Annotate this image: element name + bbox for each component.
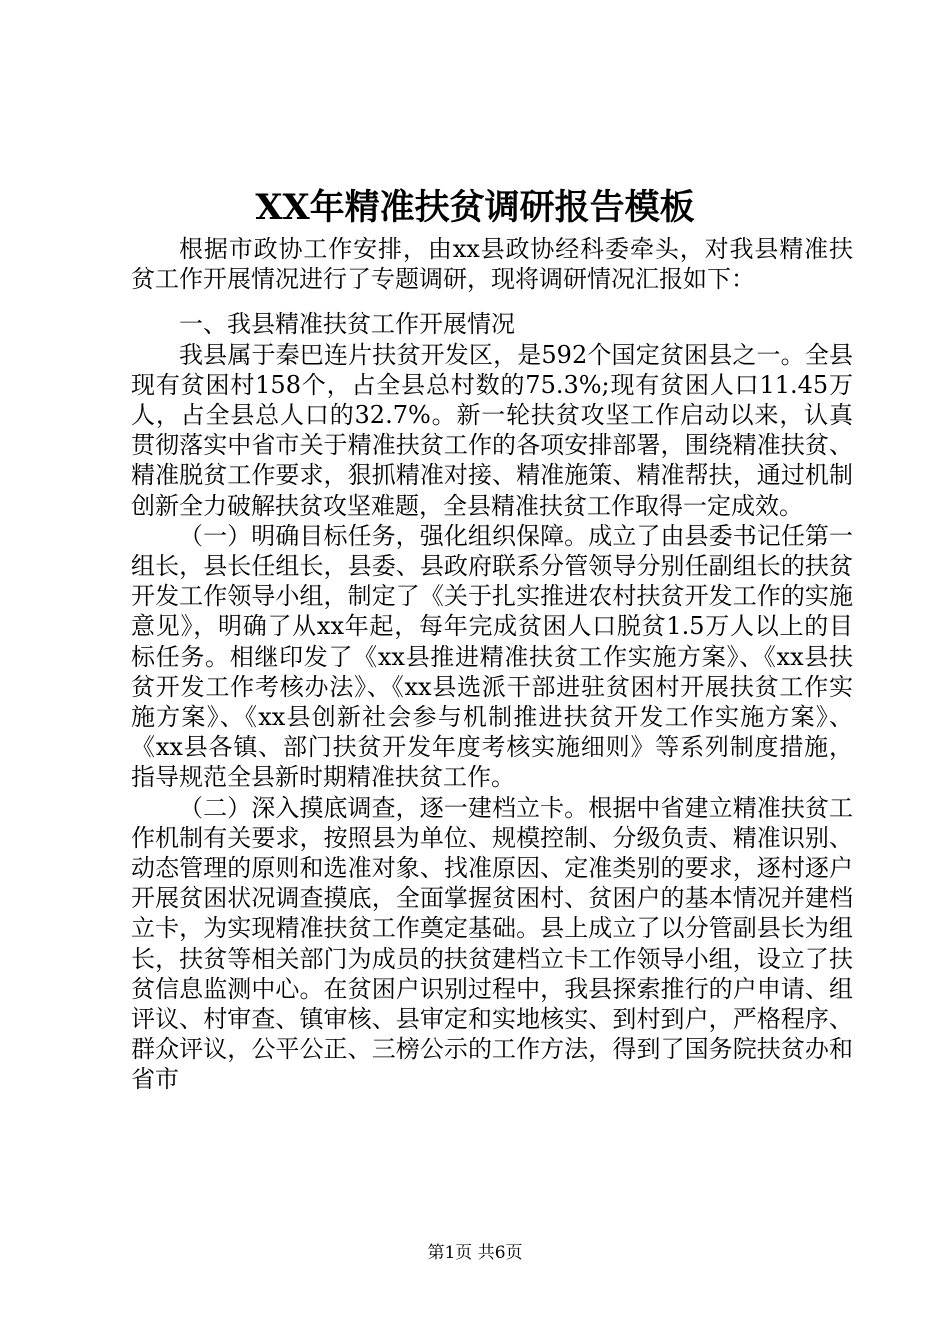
body-paragraph-overview: 我县属于秦巴连片扶贫开发区，是592个国定贫困县之一。全县现有贫困村158个，占全县总村数的75.3%;现有贫困人口11.45万人，占全县总人口的32.7%。新一轮扶贫攻坚工作启动以来，认真贯彻落实中省市关于精准扶贫工作的各项安排部署，围绕精准扶贫、精准脱贫工作要求，狠抓精准对接、精准施策、精准帮扶，通过机制创新全力破解扶贫攻坚难题，全县精准扶贫工作取得一定成效。 <box>131 340 853 520</box>
document-body <box>131 234 853 1095</box>
document-title: XX年精准扶贫调研报告模板 <box>255 187 695 228</box>
intro-paragraph: 根据市政协工作安排，由xx县政协经科委牵头，对我县精准扶贫工作开展情况进行了专题调研，现将调研情况汇报如下： <box>131 235 853 294</box>
body-paragraph-targets: （一）明确目标任务，强化组织保障。成立了由县委书记任第一组长，县长任组长，县委、县政府联系分管领导分别任副组长的扶贫开发工作领导小组，制定了《关于扎实推进农村扶贫开发工作的实施意见》，明确了从xx年起，每年完成贫困人口脱贫1.5万人以上的目标任务。相继印发了《xx县推进精准扶贫工作实施方案》、《xx县扶贫开发工作考核办法》、《xx县选派干部进驻贫困村开展扶贫工作实施方案》、《xx县创新社会参与机制推进扶贫开发工作实施方案》、《xx县各镇、部门扶贫开发年度考核实施细则》等系列制度措施，指导规范全县新时期精准扶贫工作。 <box>131 521 853 792</box>
page-number-footer: 第1页 共6页 <box>427 1243 523 1263</box>
section-heading: 一、我县精准扶贫工作开展情况 <box>179 310 515 339</box>
body-paragraph-survey: （二）深入摸底调查，逐一建档立卡。根据中省建立精准扶贫工作机制有关要求，按照县为单位、规模控制、分级负责、精准识别、动态管理的原则和选准对象、找准原因、定准类别的要求，逐村逐户开展贫困状况调查摸底，全面掌握贫困村、贫困户的基本情况并建档立卡，为实现精准扶贫工作奠定基础。县上成立了以分管副县长为组长，扶贫等相关部门为成员的扶贫建档立卡工作领导小组，设立了扶贫信息监测中心。在贫困户识别过程中，我县探索推行的户申请、组评议、村审查、镇审核、县审定和实地核实、到村到户，严格程序、群众评议，公平公正、三榜公示的工作方法，得到了国务院扶贫办和省市 <box>131 793 853 1094</box>
